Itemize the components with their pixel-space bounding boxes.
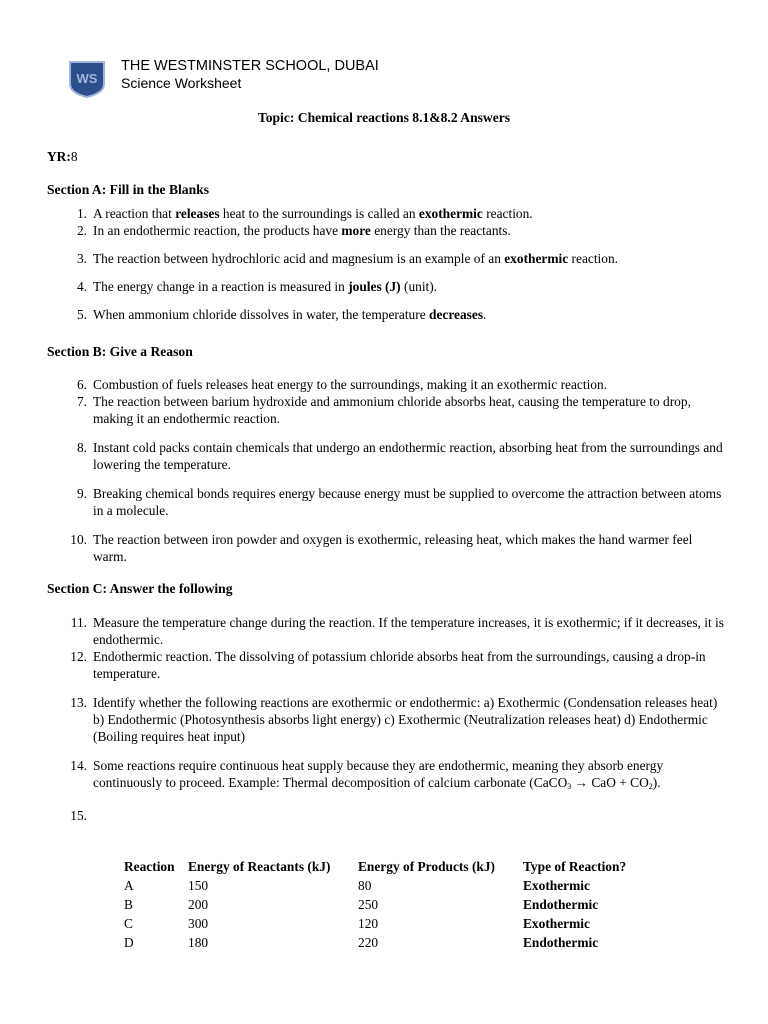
text-span: The reaction between hydrochloric acid and magnesium is an example of an xyxy=(93,251,505,266)
document-header xyxy=(68,58,379,98)
subscript: 3 xyxy=(567,782,572,791)
table-cell: C xyxy=(124,916,133,931)
text-span: In an endothermic reaction, the products have xyxy=(93,223,342,238)
table-header-cell: Energy of Products (kJ) xyxy=(358,859,495,874)
table-row xyxy=(124,933,655,952)
item-text xyxy=(93,205,533,222)
list-item xyxy=(47,485,727,519)
table-cell: 220 xyxy=(358,935,379,950)
svg-text:WS: WS xyxy=(76,71,98,86)
section-b-title: Section B: Give a Reason xyxy=(47,344,193,359)
text-span: reaction. xyxy=(482,206,533,221)
section-a-list xyxy=(47,205,727,323)
item-number: 6. xyxy=(76,377,87,392)
item-number: 7. xyxy=(76,394,87,409)
reaction-table xyxy=(124,857,655,952)
item-number: 12. xyxy=(70,649,87,664)
list-item xyxy=(47,757,727,795)
table-cell: 80 xyxy=(358,878,372,893)
text-span: CaO + CO xyxy=(591,775,649,790)
table-cell: Endothermic xyxy=(523,897,599,912)
bold-answer: exothermic xyxy=(504,251,569,266)
table-cell: 300 xyxy=(188,916,209,931)
school-name: THE WESTMINSTER SCHOOL, DUBAI xyxy=(121,58,379,74)
item-number: 10. xyxy=(70,532,87,547)
subscript: 2 xyxy=(648,782,653,791)
table-cell: 200 xyxy=(188,897,209,912)
bold-answer: exothermic xyxy=(418,206,483,221)
table-header-cell: Type of Reaction? xyxy=(523,859,627,874)
year-label: YR: xyxy=(47,149,71,164)
text-span: When ammonium chloride dissolves in water, the temperature xyxy=(93,307,429,322)
item-number: 1. xyxy=(76,206,87,221)
text-span: (unit). xyxy=(400,279,438,294)
item-text: Breaking chemical bonds requires energy because energy must be supplied to overcome the attraction between atoms in a molecule. xyxy=(93,486,722,518)
item-number: 14. xyxy=(70,758,87,773)
item-text xyxy=(93,306,486,323)
bold-answer: joules (J) xyxy=(348,279,401,294)
table-header-cell: Reaction xyxy=(124,859,175,874)
item-number: 8. xyxy=(76,440,87,455)
text-span: reaction. xyxy=(568,251,619,266)
bold-answer: releases xyxy=(175,206,220,221)
bold-answer: more xyxy=(341,223,371,238)
item-text xyxy=(93,757,727,795)
section-c-list xyxy=(47,614,727,824)
school-logo-icon xyxy=(68,60,106,98)
item-number: 13. xyxy=(70,695,87,710)
section-c-title: Section C: Answer the following xyxy=(47,581,233,596)
item-number: 9. xyxy=(76,486,87,501)
item-text: Identify whether the following reactions are exothermic or endothermic: a) Exothermic (Condensation releases heat) b) Endothermic (Photosynthesis absorbs light energy) c) Exothermic (Neutralization releases heat) d) Endothermic (Boiling requires heat input) xyxy=(93,695,718,744)
table-cell: Exothermic xyxy=(523,878,590,893)
item-number: 11. xyxy=(70,615,87,630)
table-cell: D xyxy=(124,935,134,950)
section-b-list xyxy=(47,376,727,565)
list-item xyxy=(47,250,727,267)
list-item xyxy=(47,694,727,745)
item-text: The reaction between barium hydroxide and ammonium chloride absorbs heat, causing the temperature to drop, making it an endothermic reaction. xyxy=(93,394,691,426)
list-item xyxy=(47,531,727,565)
text-span: energy than the reactants. xyxy=(370,223,511,238)
item-text: Combustion of fuels releases heat energy to the surroundings, making it an exothermic reaction. xyxy=(93,377,608,392)
list-item xyxy=(47,393,727,427)
item-text xyxy=(93,250,618,267)
item-text: Instant cold packs contain chemicals that undergo an endothermic reaction, absorbing heat from the surroundings and lowering the temperature. xyxy=(93,440,723,472)
table-cell: Endothermic xyxy=(523,935,599,950)
worksheet-subtitle: Science Worksheet xyxy=(121,75,242,91)
item-number: 3. xyxy=(76,251,87,266)
table-cell: 120 xyxy=(358,916,379,931)
list-item xyxy=(47,222,727,239)
text-span: The energy change in a reaction is measured in xyxy=(93,279,349,294)
table-header-row xyxy=(124,857,655,876)
topic-title: Topic: Chemical reactions 8.1&8.2 Answers xyxy=(257,110,511,125)
table-cell: Exothermic xyxy=(523,916,590,931)
item-number: 15. xyxy=(70,808,87,823)
table-header-cell: Energy of Reactants (kJ) xyxy=(188,859,331,874)
year-line xyxy=(47,149,78,165)
list-item xyxy=(47,205,727,222)
list-item xyxy=(47,278,727,295)
arrow: → xyxy=(571,775,592,790)
item-text xyxy=(93,222,511,239)
item-number: 2. xyxy=(76,223,87,238)
table-cell: B xyxy=(124,897,133,912)
bold-answer: decreases xyxy=(429,307,484,322)
table-row xyxy=(124,876,655,895)
list-item xyxy=(47,614,727,648)
text-span: Some reactions require continuous heat supply because they are endothermic, meaning they absorb energy continuously to proceed. Example: Thermal decomposition of calcium carbonate (CaCO xyxy=(93,758,664,790)
item-text: Endothermic reaction. The dissolving of potassium chloride absorbs heat from the surroundings, causing a drop-in temperature. xyxy=(93,649,706,681)
list-item xyxy=(47,306,727,323)
text-span: A reaction that xyxy=(93,206,176,221)
text-span: . xyxy=(483,307,487,322)
table-cell: A xyxy=(124,878,134,893)
text-span: heat to the surroundings is called an xyxy=(219,206,419,221)
year-value: 8 xyxy=(70,149,78,164)
item-text xyxy=(93,278,437,295)
item-number: 4. xyxy=(76,279,87,294)
table-row xyxy=(124,914,655,933)
list-item xyxy=(47,439,727,473)
table-cell: 250 xyxy=(358,897,379,912)
item-text: The reaction between iron powder and oxygen is exothermic, releasing heat, which makes the hand warmer feel warm. xyxy=(93,532,693,564)
item-number: 5. xyxy=(76,307,87,322)
item-text: Measure the temperature change during the reaction. If the temperature increases, it is exothermic; if it decreases, it is endothermic. xyxy=(93,615,724,647)
list-item xyxy=(47,807,727,824)
table-cell: 180 xyxy=(188,935,209,950)
list-item xyxy=(47,376,727,393)
text-span: ). xyxy=(652,775,661,790)
list-item xyxy=(47,648,727,682)
table-cell: 150 xyxy=(188,878,209,893)
table-row xyxy=(124,895,655,914)
section-a-title: Section A: Fill in the Blanks xyxy=(47,182,210,197)
